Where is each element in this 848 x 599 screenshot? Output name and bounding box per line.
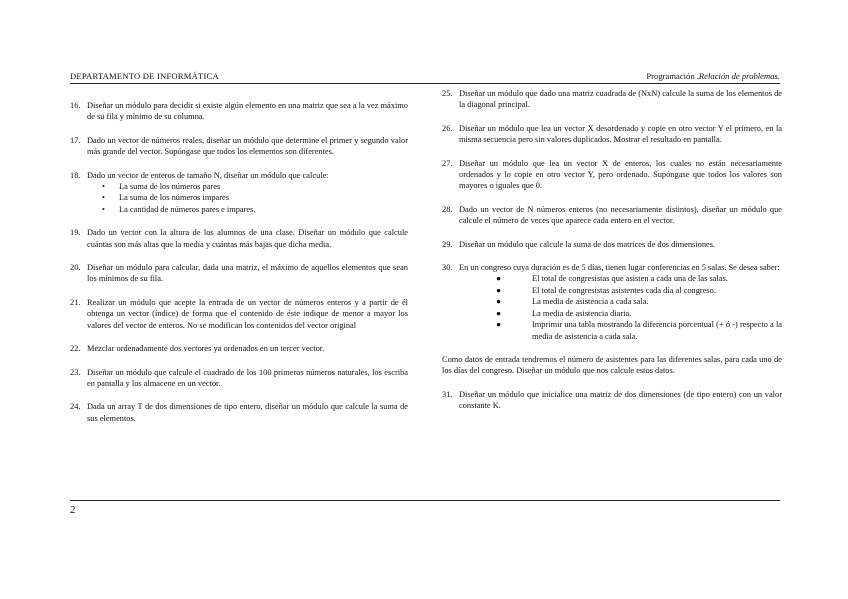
exercise-text: Dado un vector de N números enteros (no necesariamente distintos), diseñar un módulo que calcule el número de veces que aparece cada entero en el vector.: [459, 204, 782, 226]
bullet-item: [459, 296, 782, 307]
exercise-text: Diseñar un módulo para calcular, dada una matriz, el máximo de aquellos elementos que sean los mínimos de su fila.: [87, 263, 408, 284]
course-title: [646, 71, 780, 81]
bullet-icon: •: [102, 182, 105, 192]
exercise-item: [70, 297, 408, 331]
exercise-item: [442, 88, 782, 111]
exercise-number: 25.: [442, 89, 453, 98]
exercise-item: [442, 204, 782, 227]
exercise-number: 18.: [70, 170, 81, 180]
bullet-icon: •: [102, 204, 105, 214]
exercise-text: Diseñar un módulo para decidir si existe algún elemento en una matriz que sea a la vez máximo de su fila y mínimo de su columna.: [87, 101, 408, 122]
exercise-item: [70, 262, 408, 285]
department-title: DEPARTAMENTO DE INFORMÁTICA: [70, 71, 219, 81]
exercise-text: Diseñar un módulo que dado una matriz cuadrada de (NxN) calcule la suma de los elementos de la diagonal principal.: [459, 89, 782, 110]
left-column: [70, 100, 408, 436]
exercise-text: En un congreso cuya duración es de 5 días, tienen lugar conferencias en 5 salas. Se desea saber:: [459, 263, 780, 273]
exercise-number: 27.: [442, 158, 453, 168]
bullet-item: [459, 308, 782, 319]
exercise-text: Diseñar un módulo que calcule el cuadrado de los 100 primeros números naturales, los escriba en pantalla y los almacene en un vector.: [87, 367, 408, 388]
exercise-number: 26.: [442, 123, 453, 133]
course-subtitle: Relación de problemas.: [698, 71, 780, 81]
bullet-item: [87, 181, 408, 192]
footer-rule: [70, 500, 780, 501]
exercise-text: Dado un vector de números reales, diseñar un módulo que determine el primer y segundo valor más grande del vector. Supóngase que todos los elementos son diferentes.: [87, 135, 408, 157]
bullet-icon: •: [102, 193, 105, 203]
bullet-text: La suma de los números impares: [119, 193, 230, 203]
exercise-number: 20.: [70, 263, 81, 273]
bullet-text: El total de congresistas asistentes cada día al congreso.: [532, 285, 716, 295]
exercise-item: [70, 343, 408, 354]
exercise-number: 17.: [70, 135, 81, 145]
bullet-text: La media de asistencia diaria.: [532, 308, 632, 318]
exercise-item: [442, 239, 782, 250]
bullet-item: [459, 319, 782, 342]
exercise-number: 23.: [70, 367, 81, 377]
exercise-number: 30.: [442, 263, 453, 273]
exercise-item: [70, 227, 408, 250]
exercise-item: [70, 401, 408, 424]
exercise-item: [442, 262, 782, 342]
exercise-number: 28.: [442, 204, 453, 214]
bullet-icon: ●: [496, 285, 502, 295]
exercise-number: 16.: [70, 101, 81, 110]
exercise-text: Realizar un módulo que acepte la entrada de un vector de números enteros y a partir de él obtenga un vector (índice) de forma que el contenido de éste indique de menor a mayor los valores del vector de enteros. No se modifican los contenidos del vector original: [87, 297, 408, 330]
exercise-text: Diseñar un módulo que inicialice una matriz de dos dimensiones (de tipo entero) con un valor constante K.: [459, 389, 782, 411]
bullet-icon: ●: [496, 320, 502, 330]
page-number: 2: [70, 504, 76, 516]
exercise-item: [70, 100, 408, 123]
right-items-a: [442, 88, 782, 342]
bullet-text: Imprimir una tabla mostrando la diferencia porcentual (+ ó -) respecto a la media de asistencia a cada sala.: [532, 320, 782, 341]
exercise-number: 24.: [70, 402, 81, 412]
exercise-item: [442, 158, 782, 192]
bullet-icon: ●: [496, 274, 502, 284]
exercise-item: [442, 123, 782, 146]
exercise-text: Diseñar un módulo que lea un vector X de enteros, los cuales no están necesariamente ordenados y lo copie en otro vector Y, pero ordenado. Supóngase que todos los valores son mayores o iguales que 0.: [459, 158, 782, 191]
header-rule: [70, 83, 780, 84]
bullet-item: [87, 192, 408, 203]
exercise-item: [70, 135, 408, 158]
exercise-text: Dado un vector de enteros de tamaño N, diseñar un módulo que calcule:: [87, 170, 329, 180]
exercise-number: 29.: [442, 239, 453, 249]
bullet-item: [459, 273, 782, 284]
bullet-item: [459, 285, 782, 296]
exercise-text: Diseñar un módulo que calcule la suma de dos matrices de dos dimensiones.: [459, 239, 716, 249]
bullet-icon: ●: [496, 297, 502, 307]
exercise-text: Diseñar un módulo que lea un vector X desordenado y copie en otro vector Y el primero, en la misma secuencia pero sin valores duplicados. Mostrar el resultado en pantalla.: [459, 123, 782, 145]
bullet-icon: ●: [496, 308, 502, 318]
right-column: [442, 88, 782, 424]
exercise-item: [70, 170, 408, 216]
intro-paragraph: Como datos de entrada tendremos el número de asistentes para las diferentes salas, para cada uno de los días del congreso. Diseñar un módulo que nos calcule estos datos.: [442, 354, 782, 376]
exercise-number: 22.: [70, 344, 81, 354]
bullet-text: La cantidad de números pares e impares.: [119, 204, 256, 214]
exercise-number: 31.: [442, 389, 453, 399]
exercise-text: Dada un array T de dos dimensiones de tipo entero, diseñar un módulo que calcule la suma de sus elementos.: [87, 402, 408, 423]
bullet-text: La media de asistencia a cada sala.: [532, 297, 649, 307]
bullet-text: La suma de los números pares: [119, 182, 221, 192]
exercise-item: [442, 389, 782, 412]
exercise-number: 21.: [70, 297, 81, 307]
exercise-number: 19.: [70, 228, 81, 238]
bullet-item: [87, 204, 408, 215]
exercise-text: Mezclar ordenadamente dos vectores ya ordenados en un tercer vector.: [87, 344, 325, 354]
right-items-b: [442, 389, 782, 412]
bullet-text: El total de congresistas que asisten a cada una de las salas.: [532, 274, 728, 284]
course-name: Programación .: [646, 71, 699, 81]
exercise-text: Dado un vector con la altura de los alumnos de una clase. Diseñar un módulo que calcule cuántas son más altas que la media y cuántas más bajas que dicha media.: [87, 228, 408, 249]
exercise-item: [70, 367, 408, 390]
